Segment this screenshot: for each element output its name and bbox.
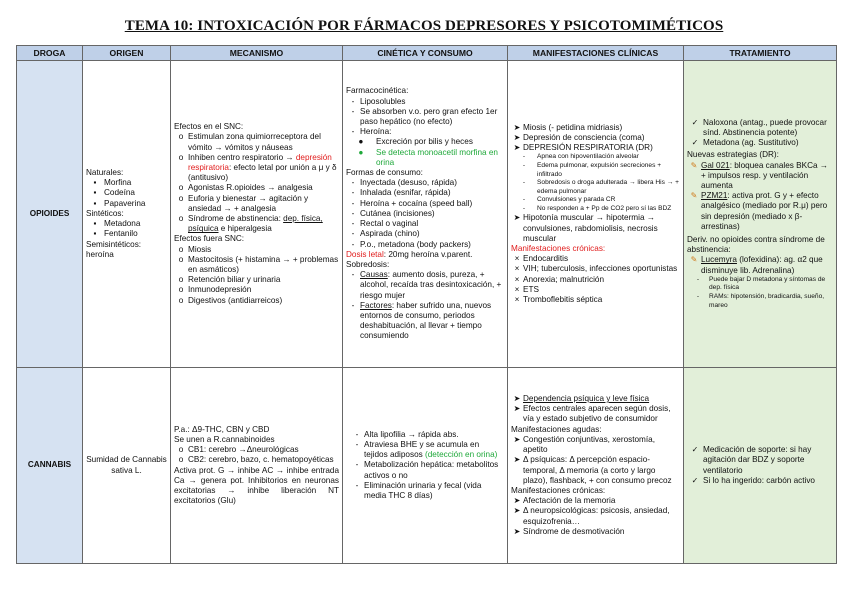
list-item: - Cutánea (incisiones) [351, 208, 435, 218]
cell-droga-opioides: OPIOIDES [17, 61, 83, 368]
list-item: ➤ Afectación de la memoria [513, 496, 616, 506]
list-item: ▪ Codeína [93, 188, 135, 198]
cell-origen-opioides [83, 61, 171, 368]
list-item: o Inmunodepresión [178, 285, 252, 295]
list-item: o Agonistas R.opioides → analgesia [178, 183, 313, 193]
origen-naturales: Naturales: [86, 168, 124, 178]
origen-semisinteticos: Semisintéticos: [86, 239, 142, 249]
list-item: o Inhiben centro respiratorio → depresión respiratoria: efecto letal por unión a μ y δ (antitusivo) [178, 152, 337, 183]
origen-sinteticos: Sintéticos: [86, 208, 124, 218]
sobredosis-heading: Sobredosis: [346, 259, 390, 269]
cell-clinica-opioides [508, 61, 684, 368]
list-item: o Síndrome de abstinencia: dep. física, psíquica e hiperalgesia [178, 214, 323, 234]
farmacocinetica-heading: Farmacocinética: [346, 86, 409, 96]
list-item: - Heroína + cocaína (speed ball) [351, 198, 473, 208]
list-item: × VIH; tuberculosis, infecciones oportunistas [514, 264, 678, 274]
pencil-icon: ✎ [690, 255, 698, 265]
pencil-icon: ✎ [690, 160, 698, 170]
list-item: o Euforia y bienestar → agitación y ansiedad → + analgesia [178, 193, 309, 213]
list-item: ➤ Depresión de consciencia (coma) [513, 132, 645, 142]
list-item: - Heroína: [351, 127, 392, 137]
list-item: ➤ DEPRESIÓN RESPIRATORIA (DR) [513, 143, 653, 153]
list-item: - Alta lipofilia → rápida abs. [355, 429, 459, 439]
list-item: ➤ Δ neuropsicológicas: psicosis, ansiedad, esquizofrenia… [513, 506, 670, 526]
formas-consumo-heading: Formas de consumo: [346, 168, 423, 178]
list-item: - Apnea con hipoventilación alveolar [522, 153, 639, 161]
cell-cinetica-cannabis [343, 368, 508, 564]
drug-table [16, 45, 837, 564]
check-icon: ✓ [691, 138, 699, 148]
check-icon: ✓ [691, 445, 699, 455]
list-item: - Liposolubles [351, 96, 406, 106]
list-item: - Edema pulmonar, expulsión secreciones + infiltrado [522, 161, 662, 178]
list-item: - P.o., metadona (body packers) [351, 239, 471, 249]
agudas-heading: Manifestaciones agudas: [511, 424, 602, 434]
cell-droga-cannabis: CANNABIS [17, 368, 83, 564]
principios-activos: P.a.: Δ9-THC, CBN y CBD [174, 424, 270, 434]
list-item: - Inyectada (desuso, rápida) [351, 178, 457, 188]
list-item: ➤ Congestión conjuntivas, xerostomía, apetito [513, 434, 655, 455]
sinteticos-list [86, 219, 167, 239]
table-row-cannabis [17, 368, 837, 564]
header-manifestaciones: MANIFESTACIONES CLÍNICAS [508, 46, 684, 61]
list-item: - Causas: aumento dosis, pureza, + alcohol, recaída tras desintoxicación, + riesgo mujer [351, 270, 502, 300]
list-item: o Estimulan zona quimiorreceptora del vómito → vómitos y náuseas [178, 132, 321, 152]
list-item: ➤ Dependencia psíquica y leve física [513, 394, 650, 404]
header-tratamiento: TRATAMIENTO [684, 46, 837, 61]
list-item: - Atraviesa BHE y se acumula en tejidos adiposos (detección en orina) [355, 439, 498, 460]
mecanismo-accion: Activa prot. G → inhibe AC → inhibe entrada Ca → genera pot. Inhibitorios en neuronas excitatorias → inhibe liberación NT excitatorios (Glu) [174, 465, 339, 506]
list-item: ➤ Hipotonía muscular → hipotermia → convulsiones, rabdomiolisis, necrosis muscular [513, 213, 658, 243]
list-item: ▪ Fentanilo [93, 229, 138, 239]
header-droga: DROGA [17, 46, 83, 61]
table-row-opioides [17, 61, 837, 368]
list-item: - Se absorben v.o. pero gran efecto 1er paso hepático (no efecto) [351, 106, 498, 127]
list-item: - Metabolización hepática: metabolitos activos o no [355, 460, 499, 480]
check-icon: ✓ [691, 117, 699, 127]
list-item: ▪ Papaverina [93, 198, 146, 208]
list-item: ✓ Si lo ha ingerido: carbón activo [687, 476, 833, 486]
cell-clinica-cannabis [508, 368, 684, 564]
nuevas-estrategias-heading: Nuevas estrategias (DR): [687, 150, 779, 160]
check-icon: ✓ [691, 475, 699, 485]
list-item: - RAMs: hipotensión, bradicardia, sueño, mareo [696, 293, 825, 309]
derivados-heading: Deriv. no opioides contra síndrome de abstinencia: [687, 235, 825, 255]
manifestaciones-cronicas-heading: Manifestaciones crónicas: [511, 244, 606, 254]
list-item: - Sobredosis o droga adulterada → libera His → + edema pulmonar [522, 179, 680, 195]
origen-heroina: heroína [86, 249, 114, 259]
list-item: ✓ Metadona (ag. Sustitutivo) [687, 138, 833, 148]
cronicas-heading: Manifestaciones crónicas: [511, 485, 606, 495]
list-item: o CB1: cerebro →Δneurológicas [178, 445, 299, 455]
list-item: - Puede bajar D metadona y síntomas de dep. física [696, 275, 826, 292]
list-item: ▪ Morfina [93, 178, 132, 188]
list-item: ➤ Δ psíquicas: Δ percepción espacio-temporal, Δ memoria (a corto y largo plazo), flashback, + con consumo precoz [513, 455, 672, 485]
list-item: ▪ Metadona [93, 219, 141, 229]
header-origen: ORIGEN [83, 46, 171, 61]
list-item: o Miosis [178, 244, 212, 254]
list-item: o Digestivos (antidiarreicos) [178, 295, 283, 305]
list-item: - Aspirada (chino) [351, 229, 420, 239]
header-mecanismo: MECANISMO [171, 46, 343, 61]
list-item: - Eliminación urinaria y fecal (vida media THC 8 días) [355, 480, 482, 500]
list-item: × Tromboflebitis séptica [514, 295, 603, 305]
table-header-row [17, 46, 837, 61]
dosis-letal: Dosis letal: 20mg heroína v.parent. [346, 249, 473, 259]
mecanismo-snc-heading: Efectos en el SNC: [174, 122, 244, 132]
receptores-text: Se unen a R.cannabinoides [174, 434, 275, 444]
pencil-icon: ✎ [690, 191, 698, 201]
naturales-list [86, 178, 167, 209]
list-item: o Retención biliar y urinaria [178, 275, 281, 285]
list-item: ✎ Gal 021: bloquea canales BKCa → + impulsos resp. y ventilación aumenta [687, 161, 833, 192]
depresion-respiratoria-highlight: depresión respiratoria [188, 152, 332, 172]
list-item: × Anorexia; malnutrición [514, 274, 605, 284]
cell-cinetica-opioides [343, 61, 508, 368]
cell-mecanismo-cannabis [171, 368, 343, 564]
list-item: ✎ Lucemyra (lofexidina): ag. α2 que disminuye lib. Adrenalina) [687, 255, 833, 275]
page-title: TEMA 10: INTOXICACIÓN POR FÁRMACOS DEPRESORES Y PSICOTOMIMÉTICOS [124, 18, 724, 34]
list-item: - Inhalada (esnifar, rápida) [351, 188, 451, 198]
list-item: ➤ Miosis (- petidina midriasis) [513, 122, 623, 132]
cell-tratamiento-cannabis [684, 368, 837, 564]
list-item: o Mastocitosis (+ histamina → + problemas en asmáticos) [178, 254, 339, 275]
list-item: ● Excreción por bilis y heces [358, 137, 473, 147]
mecanismo-fuera-heading: Efectos fuera SNC: [174, 234, 245, 244]
list-item: ➤ Efectos centrales aparecen según dosis, vía y estado subjetivo de consumidor [513, 404, 671, 424]
list-item: - Convulsiones y parada CR [522, 196, 616, 204]
list-item: ✎ PZM21: activa prot. G y + efecto analgésico (mediado por R.μ) pero sin depresión (mediado x β-arrestinas) [687, 191, 833, 232]
list-item: - Rectal o vaginal [351, 219, 419, 229]
list-item: - Factores: haber sufrido una, nuevos entornos de consumo, periodos deshabituación, al llevar + tiempo consumiendo [351, 300, 492, 341]
header-cinetica: CINÉTICA Y CONSUMO [343, 46, 508, 61]
list-item: - No responden a + Pp de CO2 pero sí las BDZ [522, 204, 672, 212]
list-item: o CB2: cerebro, bazo, c. hematopoyéticas [178, 455, 334, 465]
list-item: ✓ Medicación de soporte: si hay agitación dar BDZ y soporte ventilatorio [687, 445, 833, 476]
list-item: ● Se detecta monoacetil morfina en orina [358, 147, 498, 167]
cell-origen-cannabis: Sumidad de Cannabis sativa L. [83, 368, 171, 564]
list-item: × ETS [514, 284, 539, 294]
cell-mecanismo-opioides [171, 61, 343, 368]
cell-tratamiento-opioides [684, 61, 837, 368]
list-item: × Endocarditis [514, 254, 569, 264]
list-item: ✓ Naloxona (antag., puede provocar sínd. Abstinencia potente) [687, 118, 833, 138]
list-item: ➤ Síndrome de desmotivación [513, 526, 625, 536]
